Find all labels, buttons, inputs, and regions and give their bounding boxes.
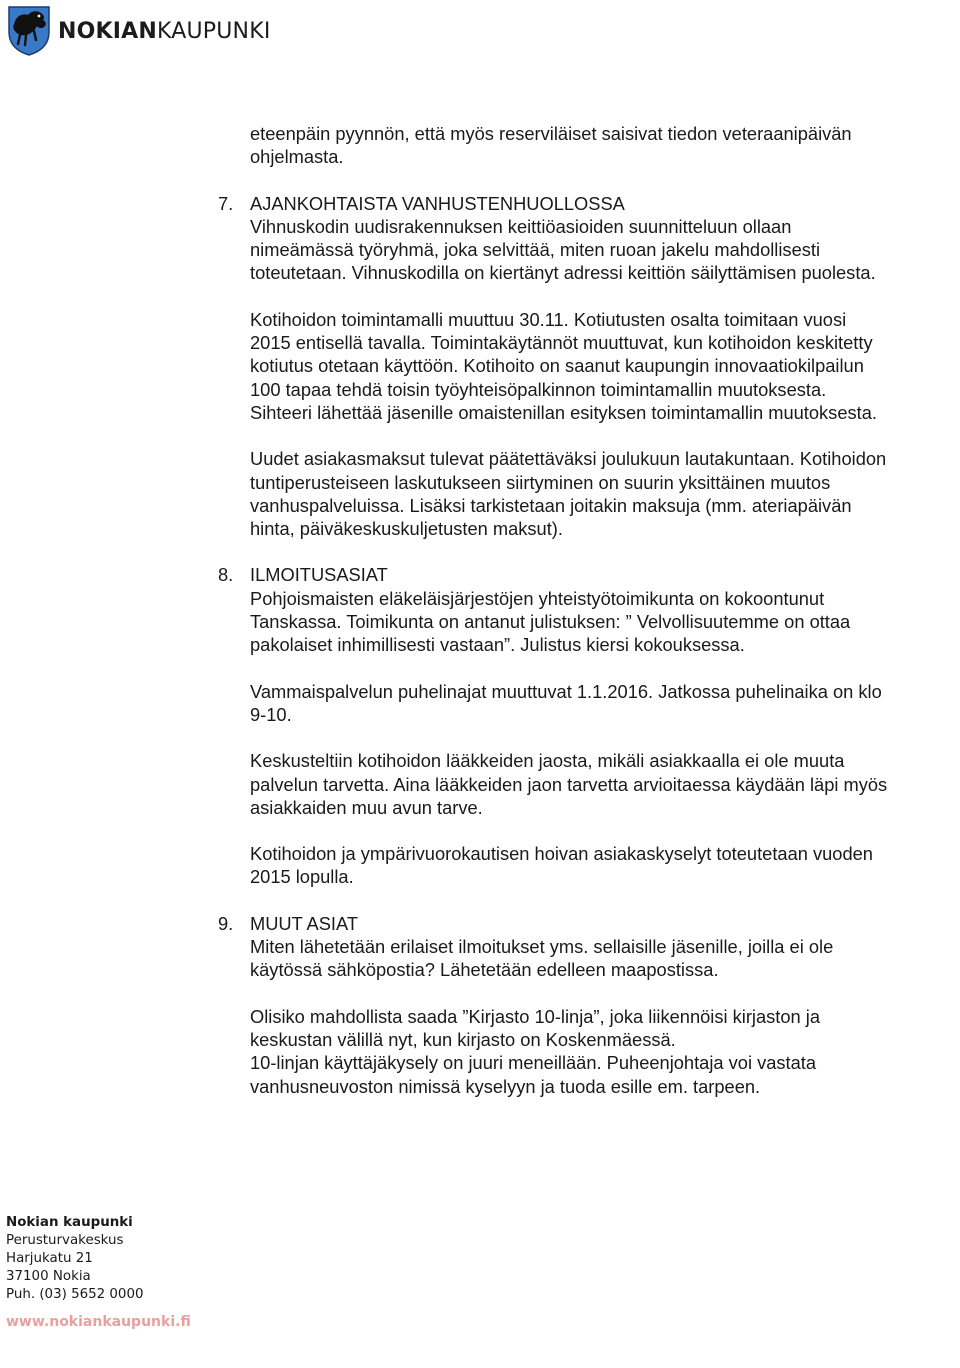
section-8 [218, 563, 890, 888]
intro-paragraph: eteenpäin pyynnön, että myös reserviläiset saisivat tiedon veteraanipäivän ohjelmasta. [250, 123, 852, 168]
header-logo [6, 4, 271, 56]
section-9 [218, 912, 890, 1098]
section-8-number: 8. [218, 564, 234, 586]
section-9-number: 9. [218, 912, 234, 934]
logo-bold-text: NOKIAN [58, 19, 157, 44]
logo-wordmark [58, 21, 271, 43]
section-7-paragraph-2: Kotihoidon toimintamalli muuttuu 30.11. Kotiutusten osalta toimitaan vuosi 2015 entisellä tavalla. Toimintakäytännöt muuttuvat, kun kotihoidon keskitetty kotiutus otetaan käyttöön. Kotihoito on saanut kaupungin innovaatiokilpailun 100 tapaa tehdä toisin työyhteisöpalkinnon toimintamallin muutoksesta. Sihteeri lähettää jäsenille omaistenillan esityksen toimintamallin muutoksesta. [250, 308, 877, 423]
section-7-number: 7. [218, 192, 234, 214]
section-7-paragraph-1: Vihnuskodin uudisrakennuksen keittiöasioiden suunnitteluun ollaan nimeämässä työryhmä, joka selvittää, miten ruoan jakelu mahdollisesti toteutetaan. Vihnuskodilla on kiertänyt adressi keittiön säilyttämisen puolesta. [250, 215, 876, 284]
footer-postal: 37100 Nokia [6, 1269, 91, 1284]
section-9-paragraph-1: Miten lähetetään erilaiset ilmoitukset yms. sellaisille jäsenille, joilla ei ole käytössä sähköpostia? Lähetetään edelleen maapostissa. [250, 936, 834, 981]
footer-contact [6, 1214, 226, 1331]
section-7-paragraph-3: Uudet asiakasmaksut tulevat päätettäväksi joulukuun lautakuntaan. Kotihoidon tuntiperusteiseen laskutukseen siirtyminen on suurin yksittäinen muutos vanhuspalveluissa. Lisäksi tarkistetaan joitakin maksuja (mm. ateriapäivän hinta, päiväkeskuskuljetusten maksut). [250, 448, 887, 540]
document-body [218, 122, 890, 1098]
section-8-paragraph-3: Keskusteltiin kotihoidon lääkkeiden jaosta, mikäli asiakkaalla ei ole muuta palvelun tarvetta. Aina lääkkeiden jaon tarvetta arvioitaessa käydään läpi myös asiakkaiden muu avun tarve. [250, 750, 888, 818]
footer-unit: Perusturvakeskus [6, 1233, 124, 1248]
section-8-paragraph-1: Pohjoismaisten eläkeläisjärjestöjen yhteistyötoimikunta on kokoontunut Tanskassa. Toimikunta on antanut julistuksen: ” Velvollisuutemme on ottaa pakolaiset inhimillisesti vastaan”. Julistus kiersi kokouksessa. [250, 587, 851, 656]
city-crest-icon [6, 4, 52, 56]
section-7 [218, 192, 890, 541]
section-8-paragraph-2: Vammaispalvelun puhelinajat muuttuvat 1.1.2016. Jatkossa puhelinaika on klo 9-10. [250, 680, 882, 725]
section-9-paragraph-2: Olisiko mahdollista saada ”Kirjasto 10-linja”, joka liikennöisi kirjaston ja keskustan välillä nyt, kun kirjasto on Koskenmäessä. [250, 1005, 821, 1050]
section-7-title: AJANKOHTAISTA VANHUSTENHUOLLOSSA [250, 192, 625, 214]
section-8-title: ILMOITUSASIAT [250, 564, 388, 586]
footer-phone: Puh. (03) 5652 0000 [6, 1287, 144, 1302]
section-8-paragraph-4: Kotihoidon ja ympärivuorokautisen hoivan asiakaskyselyt toteutetaan vuoden 2015 lopulla. [250, 843, 873, 888]
footer-street: Harjukatu 21 [6, 1251, 93, 1266]
section-9-title: MUUT ASIAT [250, 912, 359, 934]
footer-website-link[interactable]: www.nokiankaupunki.fi [6, 1314, 191, 1330]
section-9-paragraph-3: 10-linjan käyttäjäkysely on juuri meneillään. Puheenjohtaja voi vastata vanhusneuvoston nimissä kyselyyn ja tuoda esille em. tarpeen. [250, 1052, 817, 1097]
footer-org-name: Nokian kaupunki [6, 1215, 133, 1230]
logo-light-text: KAUPUNKI [157, 19, 271, 44]
